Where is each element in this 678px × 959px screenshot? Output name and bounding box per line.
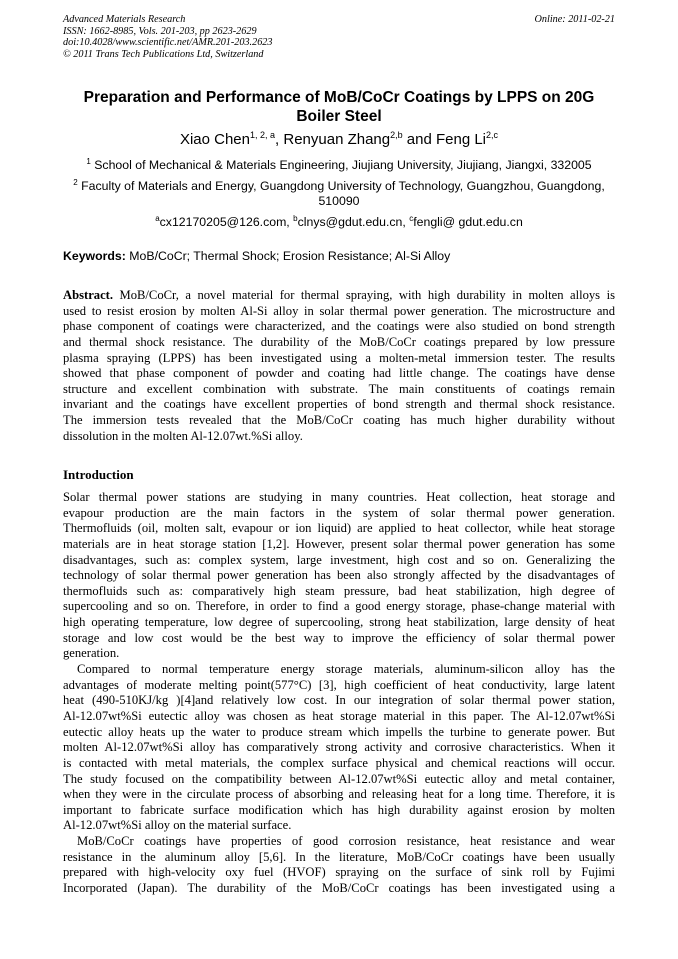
abstract-line: phase component of coatings were characterized, and the coatings were also studied on bond strength — [63, 319, 615, 334]
email-b-sup: b — [293, 214, 298, 223]
abstract-line: The immersion tests revealed that the MoB/CoCr coating has much higher durability without — [63, 413, 615, 428]
introduction-heading: Introduction — [63, 467, 134, 482]
abstract-line: plasma spraying (LPPS) has been investigated using a molten-metal immersion tester. The results — [63, 350, 615, 365]
email-c-sup: c — [409, 214, 414, 223]
abstract-line: dissolution in the molten Al-12.07wt.%Si alloy. — [63, 428, 303, 443]
intro-line: resistance in the aluminum alloy [5,6]. In the literature, MoB/CoCr coatings have been usually — [63, 849, 615, 864]
intro-line: eutectic alloy heats up the water to produce stream which impells the turbine to generate power. But — [63, 724, 615, 739]
author-3-sup: 2,c — [486, 130, 499, 140]
email-a-sup: a — [155, 214, 160, 223]
title-line-1: Preparation and Performance of MoB/CoCr Coatings by LPPS on 20G — [83, 89, 595, 106]
intro-line: disadvantages, such as: complex system, large investment, high cost and so on. Generalizing the — [63, 552, 615, 567]
journal-header — [63, 14, 615, 60]
abstract-line: invariant and the coatings have excellent properties of bond strength and thermal shock resistance. — [63, 397, 615, 412]
author-1-name: Xiao Chen — [179, 131, 250, 148]
intro-line: Compared to normal temperature energy storage materials, aluminum-silicon alloy has the — [77, 662, 615, 677]
intro-line: Al-12.07wt%Si eutectic alloy was chosen as heat storage material in this paper. The Al-12.07wt%Si — [63, 708, 615, 723]
issn-line: ISSN: 1662-8985, Vols. 201-203, pp 2623-2629 — [63, 25, 257, 37]
keywords-label: Keywords: — [63, 249, 126, 263]
author-2-sup: 2,b — [390, 130, 403, 140]
keywords-text: MoB/CoCr; Thermal Shock; Erosion Resistance; Al-Si Alloy — [125, 249, 451, 263]
abstract-line: and thermal shock resistance. The durability of the MoB/CoCr coatings prepared by low pressure — [63, 334, 615, 349]
intro-line: MoB/CoCr coatings have properties of good corrosion resistance, heat resistance and wear — [77, 834, 615, 849]
affiliation-2 — [63, 179, 615, 209]
abstract-line: structure and excellent combination with substrate. The main constituents of coatings remain — [63, 381, 615, 396]
email-a: cx12170205@126.com, — [159, 215, 294, 229]
intro-line: technology of solar thermal power generation has been also strongly affected by the disadvantages of — [63, 568, 615, 583]
intro-line: Thermofluids (oil, molten salt, evapour or ion liquid) are applied to heat collector, while heat storage — [63, 521, 615, 536]
abstract-line: used to resist erosion by molten Al-Si alloy in solar thermal power generation. The microstructure and — [63, 303, 615, 318]
intro-line: thermofluids such as: comparatively high steam pressure, bad heat stabilization, high degree of — [63, 583, 615, 598]
abstract-line: Abstract. MoB/CoCr, a novel material for thermal spraying, with high durability in molten alloys is — [63, 288, 615, 302]
abstract-line: showed that phase component of powder and coating had little change. The coatings have dense — [63, 366, 615, 381]
paper-title — [63, 88, 615, 126]
keywords — [63, 249, 615, 264]
intro-line: The study focused on the compatibility between Al-12.07wt%Si eutectic alloy and metal container, — [63, 771, 615, 786]
title-line-2: Boiler Steel — [296, 108, 382, 125]
intro-line: Solar thermal power stations are studying in many countries. Heat collection, heat storage and — [63, 490, 615, 504]
author-separator-1: , Renyuan Zhang — [275, 131, 391, 148]
introduction-body — [63, 490, 615, 897]
author-list — [63, 131, 615, 149]
abstract — [63, 288, 615, 444]
doi-line: doi:10.4028/www.scientific.net/AMR.201-203.2623 — [63, 37, 273, 49]
intro-line: molten Al-12.07wt%Si alloy has comparatively strong activity and corrosive characteristics. When it — [63, 740, 615, 755]
affiliation-1 — [63, 158, 615, 173]
intro-line: when they were in the circulate process of absorbing and releasing heat for a long time. Therefore, it is — [63, 787, 615, 802]
abstract-label: Abstract. — [63, 288, 114, 302]
intro-line: materials are in heat storage station [1,2]. However, present solar thermal power generation has some — [63, 536, 615, 551]
author-emails — [63, 215, 615, 230]
intro-line: is contacted with metal materials, the complex surface physical and chemical reactions will occur. — [63, 755, 615, 770]
email-b: clnys@gdut.edu.cn, — [297, 215, 410, 229]
intro-line: evapour production are the main factors in the system of solar thermal power generation. — [63, 505, 615, 520]
affiliation-2-sup: 2 — [73, 178, 78, 187]
author-1-sup: 1, 2, a — [250, 130, 276, 140]
intro-line: Al-12.07wt%Si alloy on the material surface. — [63, 818, 292, 833]
intro-line: storage and low cost would be the best way to improve the efficiency of solar thermal power — [63, 630, 615, 645]
intro-line: prepared with high-velocity oxy fuel (HVOF) spraying on the surface of sink roll by Fujimi — [63, 865, 615, 880]
email-c: fengli@ gdut.edu.cn — [413, 215, 523, 229]
intro-line: advantages of moderate melting point(577°C) [3], high coefficient of heat conductivity, large latent — [63, 677, 615, 692]
affiliation-2-line-1: Faculty of Materials and Energy, Guangdong University of Technology, Guangzhou, Guangdong, — [77, 179, 605, 193]
intro-line: important to fabricate surface modification which has high durability against erosion by molten — [63, 802, 615, 817]
author-separator-2: and Feng Li — [402, 131, 487, 148]
copyright-line: © 2011 Trans Tech Publications Ltd, Switzerland — [63, 48, 264, 60]
affiliation-1-sup: 1 — [86, 157, 91, 166]
affiliation-2-line-2: 510090 — [318, 194, 360, 208]
intro-line: heat (490-510KJ/kg )[4]and relatively low cost. In our integration of solar thermal power station, — [63, 693, 615, 708]
affiliation-1-text: School of Mechanical & Materials Engineering, Jiujiang University, Jiujiang, Jiangxi, 332005 — [90, 158, 592, 172]
intro-line: supercooling and so on. Therefore, in order to find a good energy storage, phase-change material with — [63, 599, 615, 614]
journal-name: Advanced Materials Research — [63, 14, 186, 25]
intro-line: Incorporated (Japan). The durability of the MoB/CoCr coatings has been investigated using a — [63, 881, 615, 896]
online-date: Online: 2011-02-21 — [534, 14, 615, 25]
intro-line: generation. — [63, 646, 120, 661]
intro-line: high operating temperature, low degree of supercooling, strong heat stabilization, large density of heat — [63, 615, 615, 630]
